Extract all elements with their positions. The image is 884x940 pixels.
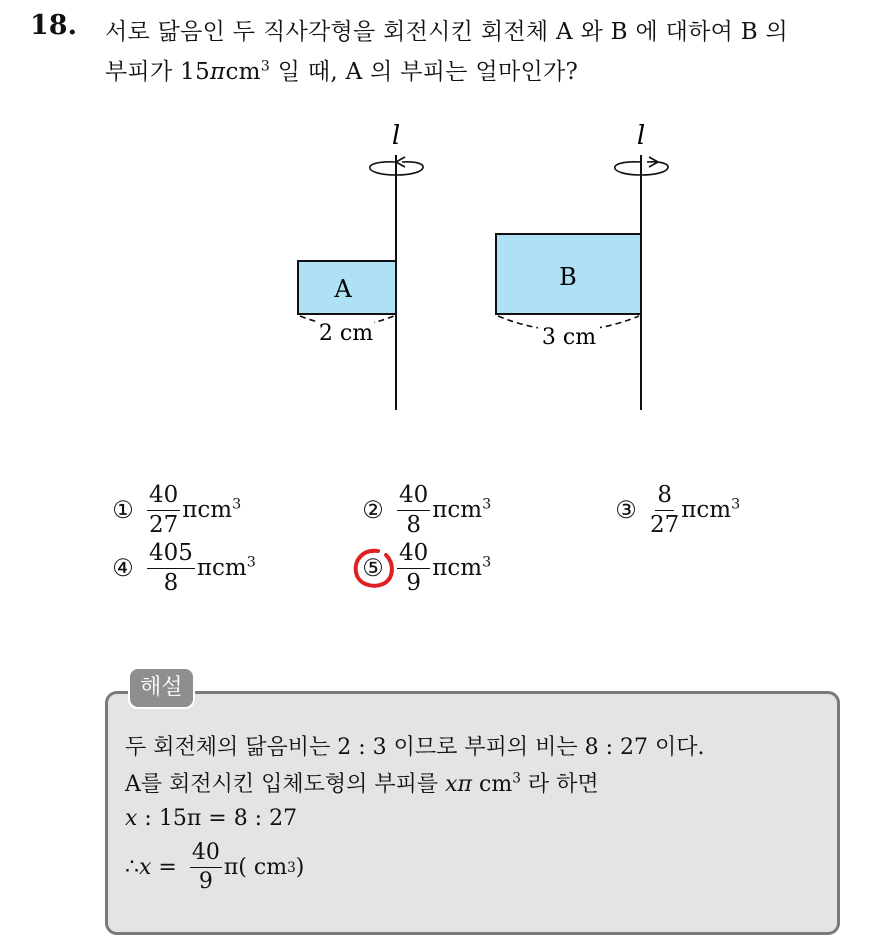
choice-marker: ③ [615,496,637,524]
choice-2[interactable] [355,480,491,540]
rect-b-label: B [559,263,577,291]
choice-1[interactable] [105,480,241,540]
choice-fraction: $\frac{8}{27}$ [650,481,680,538]
choice-unit: πcm$^3$ [432,554,492,581]
choice-unit: πcm$^3$ [432,496,492,523]
choice-fraction: $\frac{40}{8}$ [399,481,429,538]
dim-a-label: 2 cm [318,321,374,346]
rect-a-label: A [334,275,352,303]
choice-3[interactable] [608,480,740,540]
solution-line3: x : 15π = 8 : 27 [125,806,298,831]
choice-unit: πcm$^3$ [182,496,242,523]
choice-unit: πcm$^3$ [681,496,741,523]
choice-unit: πcm$^3$ [196,554,256,581]
rotation-figure [0,0,884,440]
answer-circle-mark [350,545,400,593]
solution-fraction: $\frac{40}{9}$ [191,840,220,894]
solution-line1: 두 회전체의 닮음비는 2 : 3 이므로 부피의 비는 8 : 27 이다. [125,735,705,760]
solution-line2: A를 회전시킨 입체도형의 부피를 xπ $cm^3$ 라 하면 [125,770,599,797]
question-text-line1: 서로 닮음인 두 직사각형을 회전시킨 회전체 A 와 B 에 대하여 B 의 [105,19,789,45]
choice-4[interactable] [105,538,256,598]
figure-a [298,121,423,410]
solution-line4: ∴ x = $\frac{40}{9}$ π( cm 3 ) [125,840,305,894]
choice-fraction: $\frac{40}{9}$ [399,539,429,596]
dim-b-label: 3 cm [541,325,597,350]
question-number: 18. [30,10,77,41]
axis-b-label: l [636,121,646,151]
choice-fraction: $\frac{405}{8}$ [149,539,193,596]
choice-marker: ④ [112,554,134,582]
axis-a-label: l [391,121,401,151]
choice-fraction: $\frac{40}{27}$ [149,481,179,538]
choice-marker: ⑤ [362,554,384,582]
solution-tag: 해설 [128,667,195,709]
choice-marker: ② [362,496,384,524]
question-text-line2: 부피가 15πcm$^3$ 일 때, A 의 부피는 얼마인가? [105,58,579,85]
figure-b [496,121,668,410]
choice-marker: ① [112,496,134,524]
